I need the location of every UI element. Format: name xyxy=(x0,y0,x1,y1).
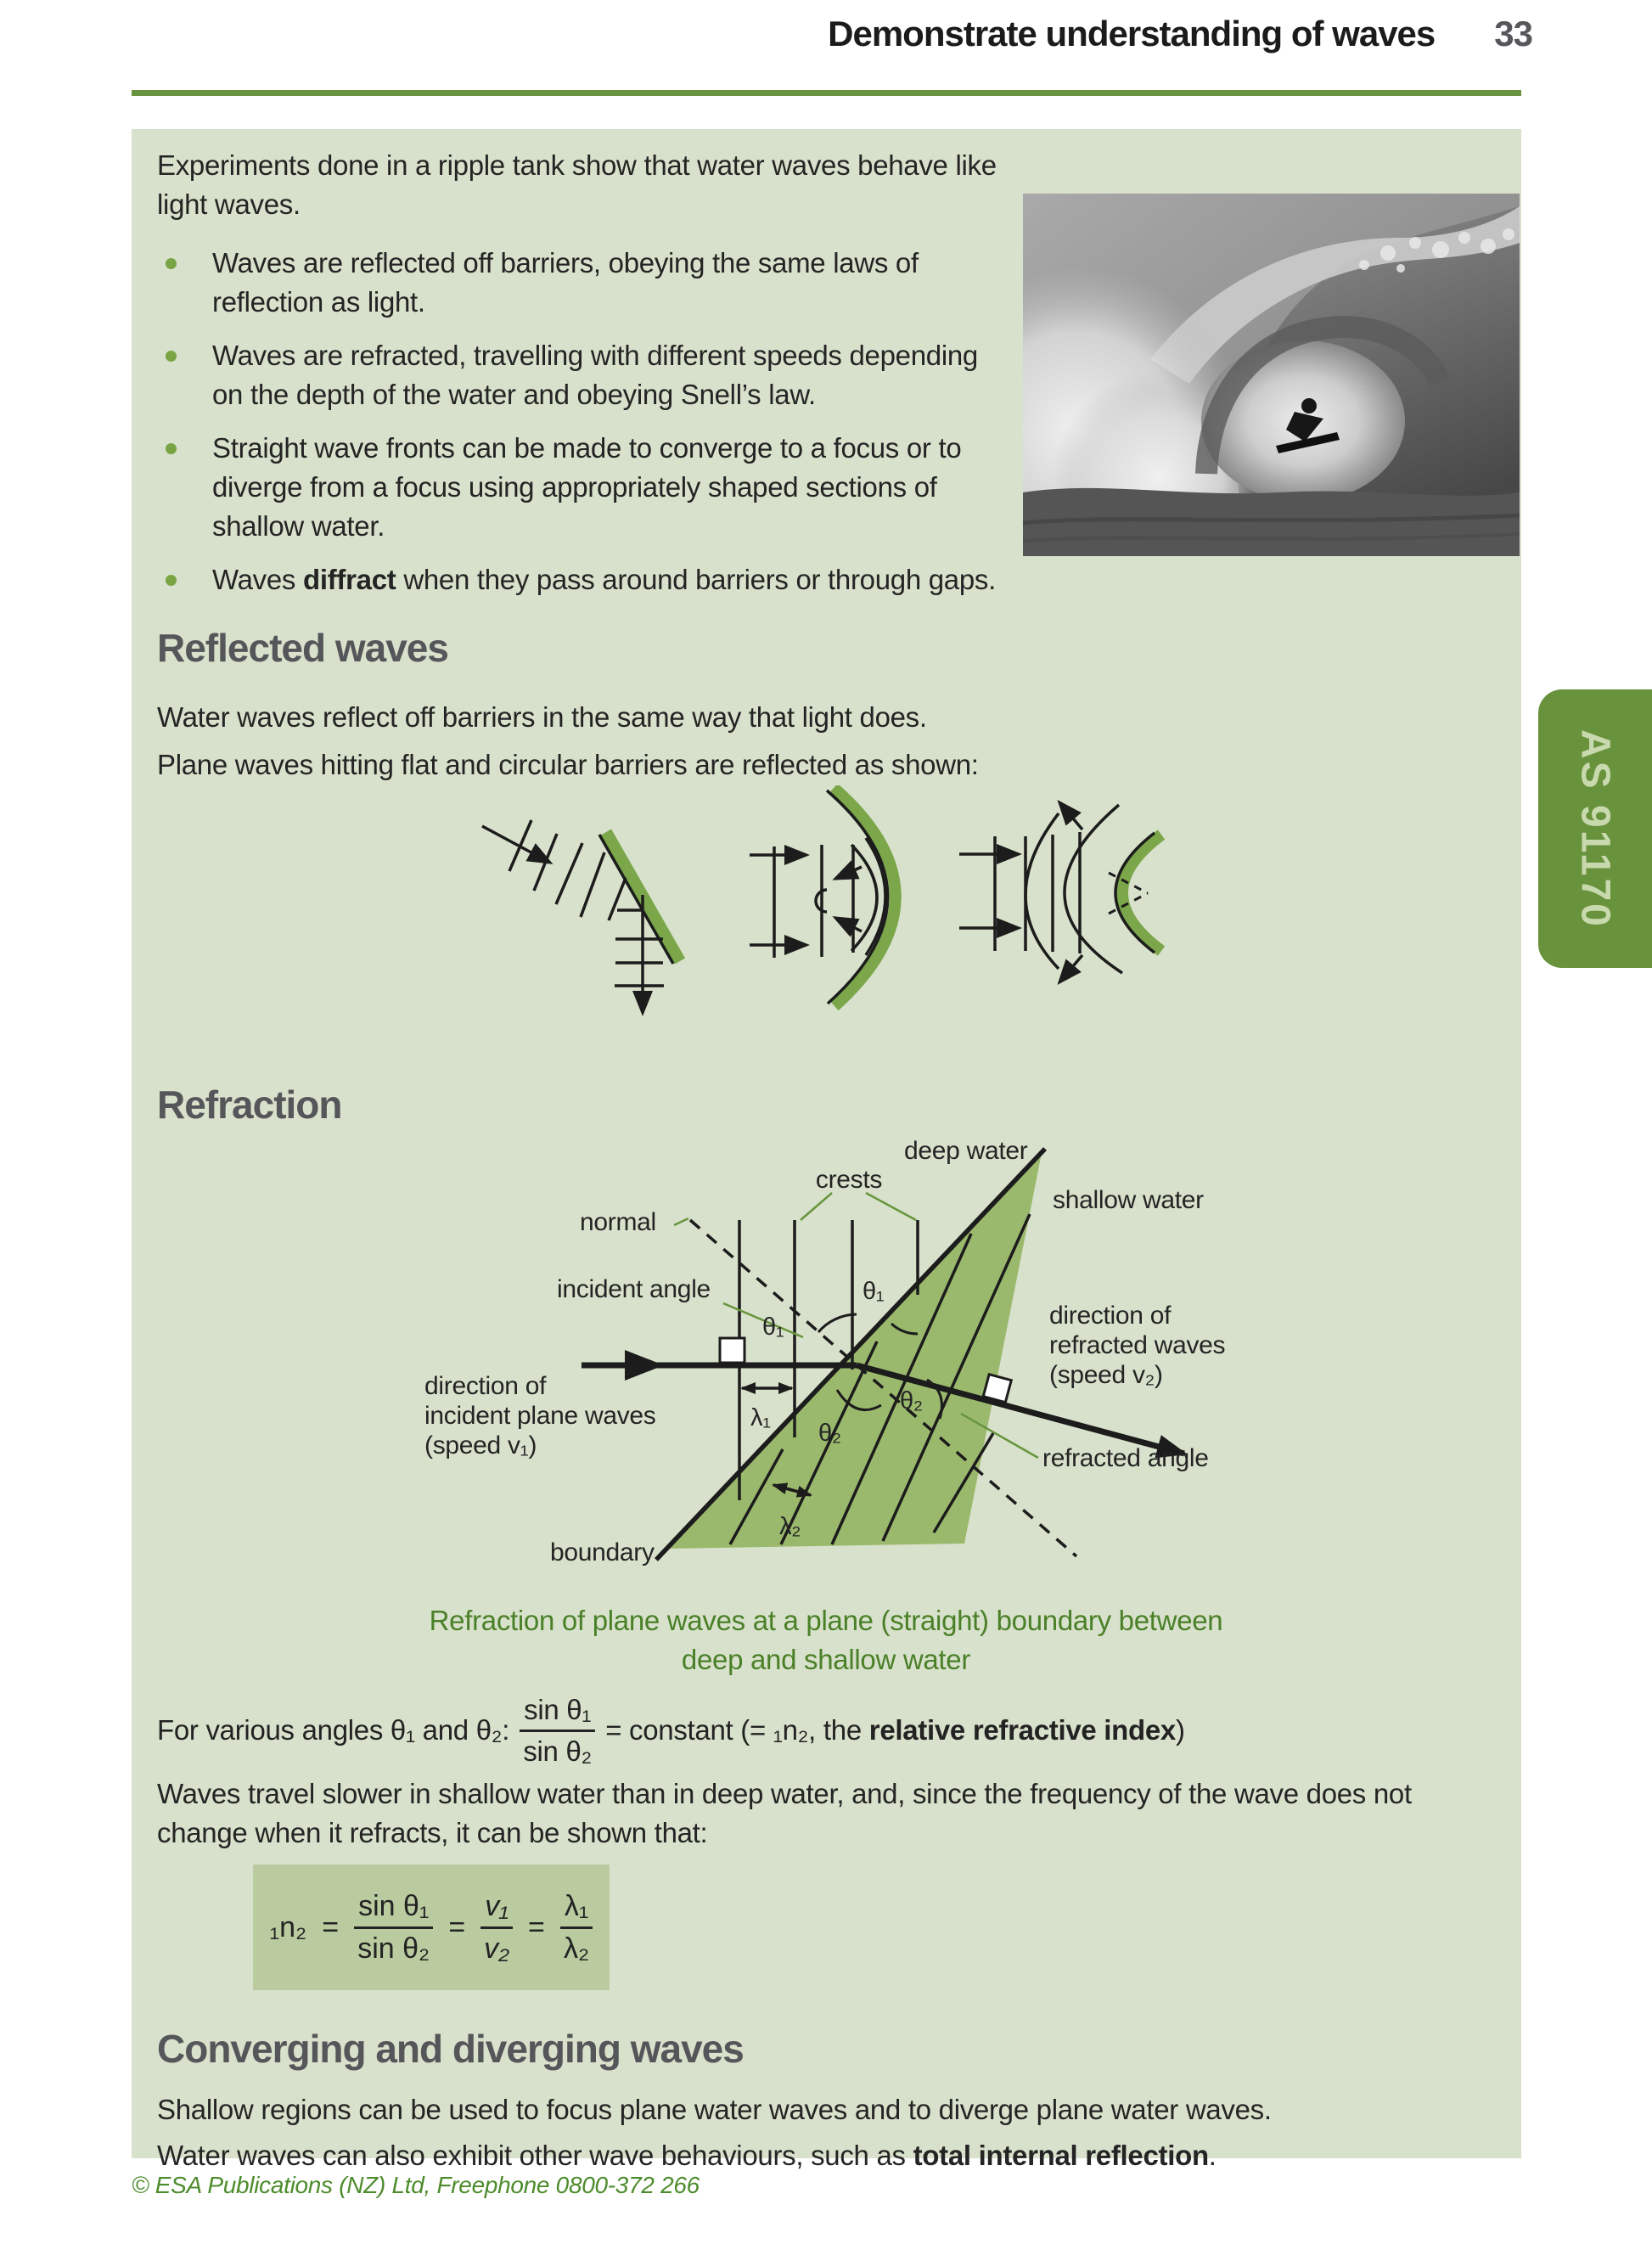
caption-line: Refraction of plane waves at a plane (straight) boundary between xyxy=(429,1605,1223,1636)
label-theta2: θ₂ xyxy=(900,1387,923,1415)
snell-mid: = constant (= ₁n₂, the xyxy=(605,1714,869,1746)
intro-paragraph xyxy=(157,146,1031,224)
label-deep-water: deep water xyxy=(904,1137,1028,1165)
bullet-line: reflection as light. xyxy=(212,286,425,318)
fraction-denominator: sin θ₂ xyxy=(523,1735,593,1767)
right-angle-marker xyxy=(983,1375,1011,1403)
copyright-footer: © ESA Publications (NZ) Ltd, Freephone 0800-372 266 xyxy=(132,2172,700,2198)
bullet-icon xyxy=(166,443,177,454)
reflection-diagram-convex-barrier xyxy=(959,802,1161,982)
svg-text:(speed v₁): (speed v₁) xyxy=(424,1431,537,1460)
formula-fraction-sin xyxy=(354,1889,433,1966)
list-item xyxy=(157,560,1040,599)
section-heading-converging: Converging and diverging waves xyxy=(157,2027,744,2071)
paragraph-line: change when it refracts, it can be shown that: xyxy=(157,1817,708,1848)
snell-fraction xyxy=(520,1693,595,1768)
snell-relation xyxy=(157,1679,1185,1781)
svg-text:direction of: direction of xyxy=(424,1372,547,1400)
bullet-list xyxy=(157,244,1040,599)
intro-line: Experiments done in a ripple tank show that water waves behave like xyxy=(157,149,997,181)
intro-line: light waves. xyxy=(157,188,301,220)
bullet-bold: diffract xyxy=(303,564,396,595)
paragraph-line: Water waves can also exhibit other wave behaviours, such as xyxy=(157,2140,913,2171)
paragraph-line: . xyxy=(1208,2140,1217,2171)
incident-ray xyxy=(582,1338,857,1381)
snell-pre: For various angles θ₁ and θ₂: xyxy=(157,1714,510,1746)
refraction-diagram xyxy=(407,1125,1265,1600)
label-incident-angle: incident angle xyxy=(557,1275,711,1303)
reflection-diagram-concave-barrier xyxy=(750,788,896,1006)
bullet-line: shallow water. xyxy=(212,510,385,542)
bullet-line: Waves xyxy=(212,564,303,595)
bullet-line: when they pass around barriers or through gaps. xyxy=(396,564,996,595)
list-item xyxy=(157,244,1040,322)
bullet-icon xyxy=(166,575,177,586)
svg-text:refracted waves: refracted waves xyxy=(1049,1331,1226,1359)
section-heading-refraction: Refraction xyxy=(157,1083,342,1127)
bullet-line: on the depth of the water and obeying Snell’s law. xyxy=(212,379,816,410)
caption-line: deep and shallow water xyxy=(681,1644,971,1675)
reflected-paragraph-1: Water waves reflect off barriers in the same way that light does. xyxy=(157,701,927,733)
reflection-diagram-flat-barrier xyxy=(482,820,680,1013)
page-number: 33 xyxy=(1494,14,1532,53)
label-lambda2: λ₂ xyxy=(779,1513,801,1540)
fraction-denominator: sin θ₂ xyxy=(357,1932,430,1965)
label-direction-incident xyxy=(424,1372,656,1460)
reflected-paragraph-2: Plane waves hitting flat and circular barriers are reflected as shown: xyxy=(157,749,979,780)
label-theta1: θ₁ xyxy=(762,1313,784,1341)
label-lambda1: λ₁ xyxy=(750,1404,771,1431)
bullet-text xyxy=(212,429,961,546)
reflection-diagrams xyxy=(424,785,1231,1057)
converging-paragraph-2 xyxy=(157,2136,1217,2175)
surfer-wave-photo xyxy=(1023,194,1520,556)
bullet-line: Straight wave fronts can be made to converge to a focus or to xyxy=(212,432,962,464)
bullet-line: diverge from a focus using appropriately shaped sections of xyxy=(212,471,937,503)
label-boundary: boundary xyxy=(550,1538,655,1566)
refractive-index-formula-box xyxy=(253,1864,610,1990)
label-theta1: θ₁ xyxy=(863,1278,885,1305)
svg-text:(speed v₂): (speed v₂) xyxy=(1049,1361,1163,1389)
label-shallow-water: shallow water xyxy=(1053,1186,1204,1214)
svg-text:incident plane waves: incident plane waves xyxy=(424,1402,656,1430)
snell-bold: relative refractive index xyxy=(868,1714,1176,1746)
label-theta2: θ₂ xyxy=(818,1420,841,1447)
converging-paragraph-1: Shallow regions can be used to focus plane water waves and to diverge plane water waves. xyxy=(157,2094,1272,2125)
paragraph-bold: total internal reflection xyxy=(913,2140,1209,2171)
fraction-numerator: λ₁ xyxy=(560,1889,593,1929)
snell-rest xyxy=(605,1714,1185,1746)
bullet-icon xyxy=(166,351,177,362)
page-title: Demonstrate understanding of waves xyxy=(828,14,1436,53)
paragraph-line: Waves travel slower in shallow water than in deep water, and, since the frequency of the wave does not xyxy=(157,1778,1412,1809)
bullet-text xyxy=(212,560,996,599)
formula-fraction-speed xyxy=(480,1889,513,1966)
fraction-denominator: v₂ xyxy=(484,1932,510,1965)
label-refracted-angle: refracted angle xyxy=(1042,1444,1209,1472)
section-heading-reflected-waves: Reflected waves xyxy=(157,626,448,670)
fraction-numerator: v₁ xyxy=(480,1889,513,1929)
tab-label: AS 91170 xyxy=(1572,728,1618,929)
bullet-line: Waves are refracted, travelling with different speeds depending xyxy=(212,340,978,371)
figure-caption xyxy=(317,1601,1335,1679)
bullet-text xyxy=(212,244,919,322)
list-item xyxy=(157,429,1040,546)
formula-fraction-wavelength xyxy=(560,1889,593,1966)
standard-tab-as91170 xyxy=(1538,689,1652,968)
label-crests: crests xyxy=(815,1166,883,1194)
equals-sign: = xyxy=(322,1910,340,1943)
label-normal: normal xyxy=(580,1208,656,1236)
right-angle-marker xyxy=(720,1338,745,1363)
header-rule xyxy=(132,90,1521,96)
snell-post: ) xyxy=(1176,1714,1185,1746)
formula-lhs: ₁n₂ xyxy=(269,1910,307,1943)
equals-sign: = xyxy=(528,1910,545,1943)
list-item xyxy=(157,336,1040,414)
fraction-numerator: sin θ₁ xyxy=(520,1693,595,1732)
label-direction-refracted xyxy=(1049,1302,1225,1389)
bullet-text xyxy=(212,336,978,414)
equals-sign: = xyxy=(448,1910,466,1943)
bullet-icon xyxy=(166,258,177,269)
page-header xyxy=(132,14,1532,54)
fraction-denominator: λ₂ xyxy=(564,1932,590,1965)
svg-text:direction of: direction of xyxy=(1049,1302,1172,1330)
refraction-paragraph xyxy=(157,1774,1507,1853)
fraction-numerator: sin θ₁ xyxy=(354,1889,433,1929)
bullet-line: Waves are reflected off barriers, obeying the same laws of xyxy=(212,247,919,278)
